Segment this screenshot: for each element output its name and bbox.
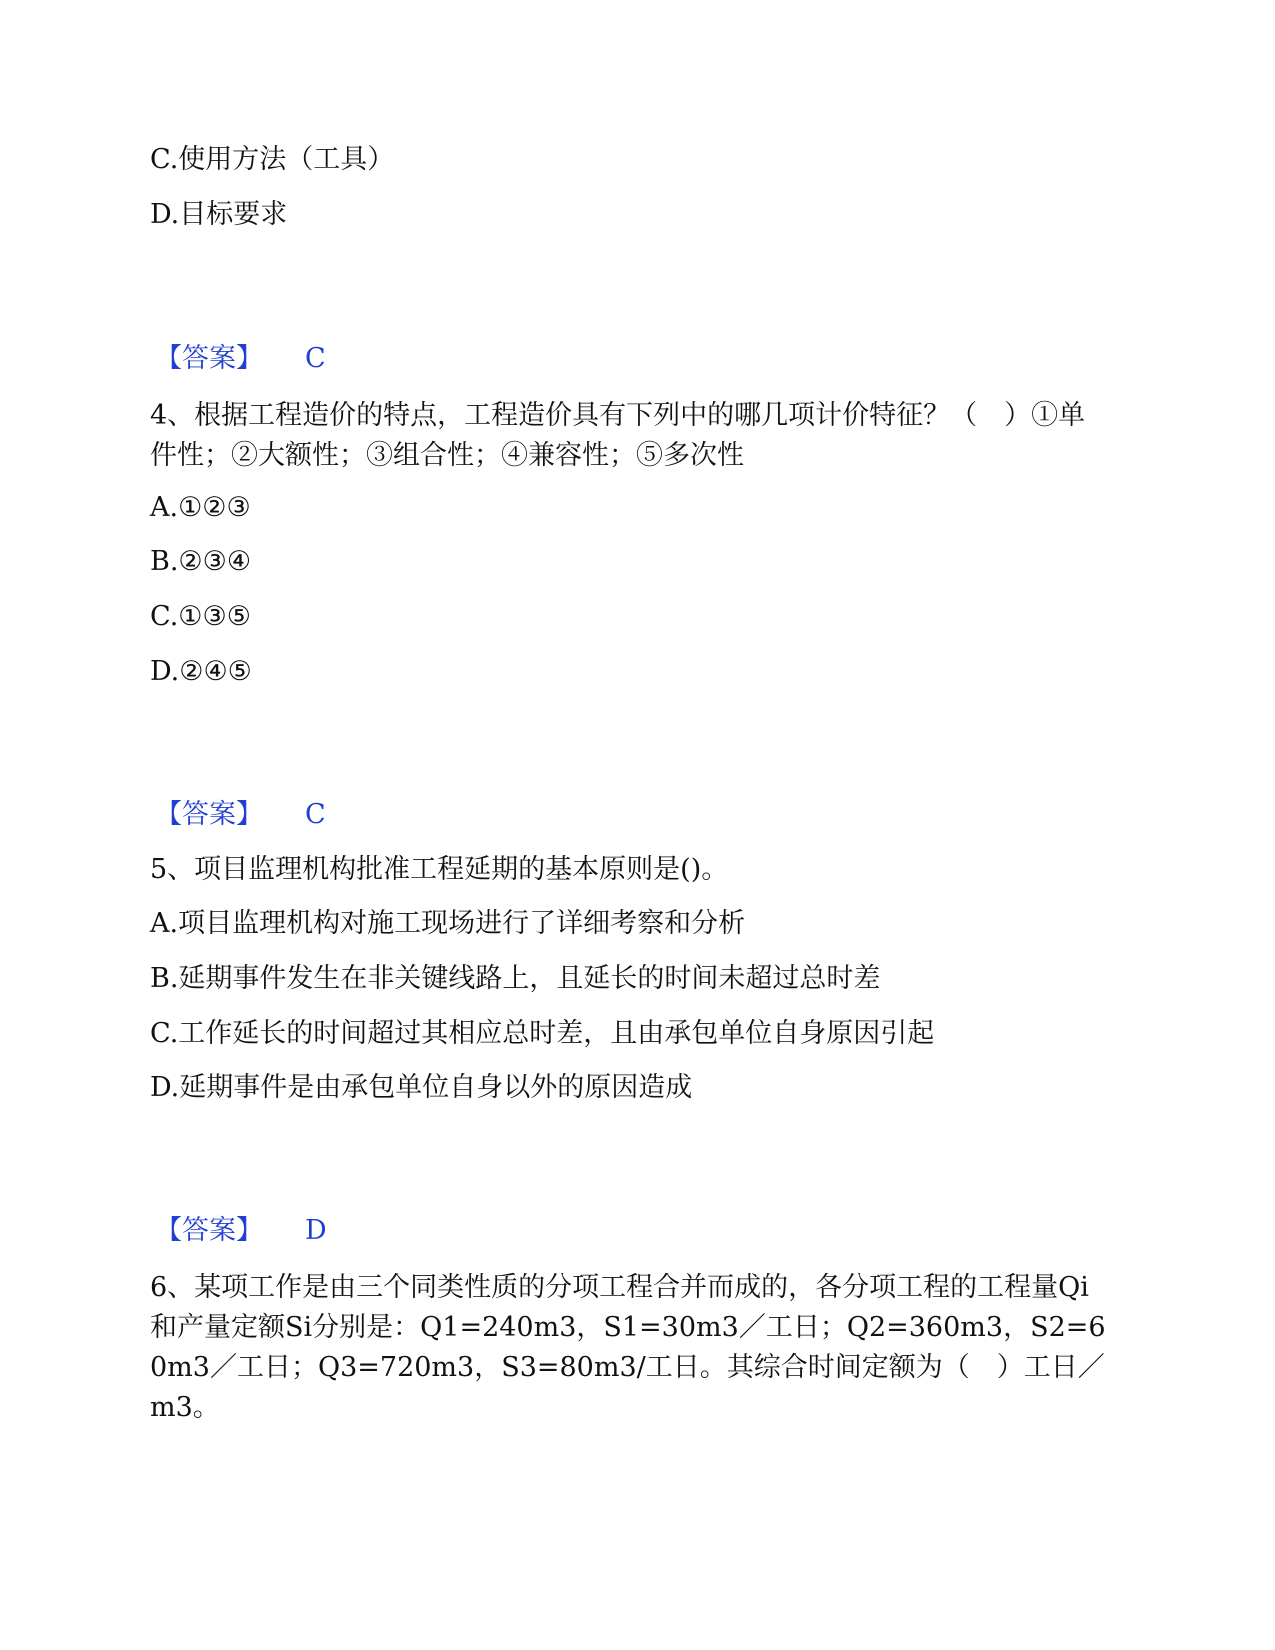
- answer-label: 【答案】: [155, 799, 263, 830]
- answer-value: C: [305, 799, 326, 830]
- answer-value: D: [305, 1215, 327, 1246]
- q4-option-c: C.①③⑤: [150, 601, 251, 632]
- q3-option-d: D.目标要求: [150, 199, 288, 230]
- q4-option-a: A.①②③: [150, 492, 251, 523]
- q4-answer: [155, 800, 326, 830]
- q3-option-c: C.使用方法（工具）: [150, 144, 395, 175]
- q3-answer: [155, 344, 326, 374]
- q5-option-c: C.工作延长的时间超过其相应总时差，且由承包单位自身原因引起: [150, 1018, 935, 1049]
- q6-question: 6、某项工作是由三个同类性质的分项工程合并而成的，各分项工程的工程量Qi和产量定额Si分别是：Q1=240m3，S1=30m3／工日；Q2=360m3，S2=60m3／工日；Q3=720m3，S3=80m3/工日。其综合时间定额为（ ）工日／m3。: [150, 1272, 1106, 1423]
- q4-question: 4、根据工程造价的特点，工程造价具有下列中的哪几项计价特征？（ ）①单件性；②大额性；③组合性；④兼容性；⑤多次性: [150, 400, 1086, 471]
- q5-option-a: A.项目监理机构对施工现场进行了详细考察和分析: [150, 908, 746, 939]
- q4-option-b: B.②③④: [150, 546, 252, 577]
- q5-option-d: D.延期事件是由承包单位自身以外的原因造成: [150, 1072, 693, 1103]
- answer-label: 【答案】: [155, 1215, 263, 1246]
- answer-label: 【答案】: [155, 343, 263, 374]
- q5-option-b: B.延期事件发生在非关键线路上，且延长的时间未超过总时差: [150, 963, 881, 994]
- q4-option-d: D.②④⑤: [150, 656, 252, 687]
- q5-question: 5、项目监理机构批准工程延期的基本原则是()。: [150, 854, 729, 885]
- answer-value: C: [305, 343, 326, 374]
- q5-answer: [155, 1216, 327, 1246]
